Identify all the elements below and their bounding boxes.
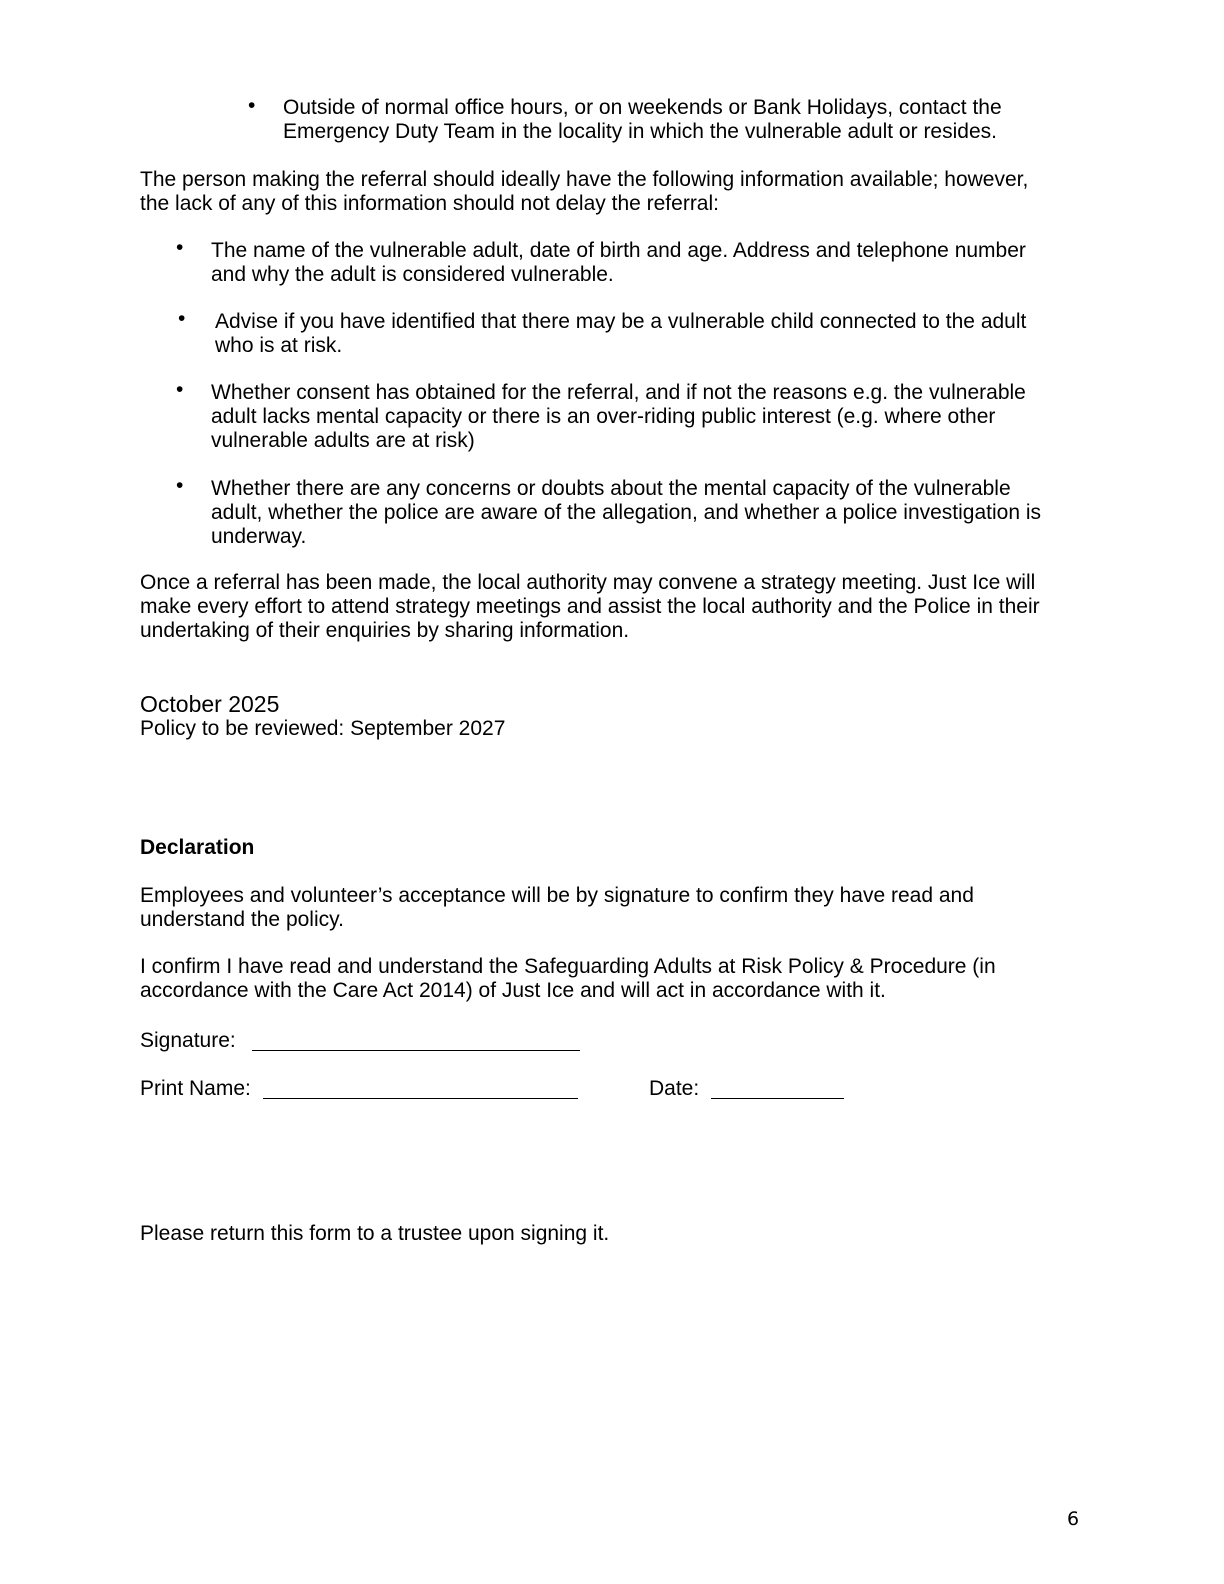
bullet-text-line: and why the adult is considered vulnerable. <box>211 263 614 286</box>
paragraph-line: make every effort to attend strategy meetings and assist the local authority and the Police in their <box>140 595 1040 618</box>
signature-label: Signature: <box>140 1029 236 1052</box>
paragraph-line: Employees and volunteer’s acceptance will be by signature to confirm they have read and <box>140 884 974 907</box>
bullet-marker: • <box>176 236 184 259</box>
paragraph-line: accordance with the Care Act 2014) of Just Ice and will act in accordance with it. <box>140 979 886 1002</box>
signature-row <box>140 1026 580 1053</box>
bullet-text-line: Whether there are any concerns or doubts about the mental capacity of the vulnerable <box>211 477 1011 500</box>
page-number: 6 <box>1067 1508 1080 1530</box>
paragraph-line: the lack of any of this information should not delay the referral: <box>140 192 719 215</box>
bullet-text-line: Emergency Duty Team in the locality in which the vulnerable adult or resides. <box>283 120 997 143</box>
bullet-marker: • <box>176 474 184 497</box>
bullet-marker: • <box>248 94 256 117</box>
policy-review-date: Policy to be reviewed: September 2027 <box>140 717 506 740</box>
bullet-text-line: Outside of normal office hours, or on weekends or Bank Holidays, contact the <box>283 96 1002 119</box>
bullet-text-line: who is at risk. <box>215 334 343 357</box>
bullet-text-line: vulnerable adults are at risk) <box>211 429 475 452</box>
bullet-text-line: The name of the vulnerable adult, date of birth and age. Address and telephone number <box>211 239 1026 262</box>
policy-date: October 2025 <box>140 691 280 717</box>
paragraph-line: understand the policy. <box>140 908 344 931</box>
date-field[interactable] <box>711 1078 844 1099</box>
return-note: Please return this form to a trustee upon signing it. <box>140 1222 610 1245</box>
bullet-text-line: underway. <box>211 525 307 548</box>
signature-field[interactable] <box>252 1030 580 1051</box>
print-name-row <box>140 1074 578 1101</box>
bullet-text-line: adult, whether the police are aware of the allegation, and whether a police investigation is <box>211 501 1042 524</box>
bullet-text-line: Whether consent has obtained for the referral, and if not the reasons e.g. the vulnerable <box>211 381 1026 404</box>
bullet-marker: • <box>178 307 186 330</box>
declaration-acceptance-paragraph <box>140 884 974 932</box>
referral-intro-paragraph <box>140 168 1028 216</box>
paragraph-line: Once a referral has been made, the local authority may convene a strategy meeting. Just Ice will <box>140 571 1036 594</box>
bullet-text-line: Advise if you have identified that there may be a vulnerable child connected to the adult <box>215 310 1027 333</box>
paragraph-line: undertaking of their enquiries by sharing information. <box>140 619 630 642</box>
paragraph-line: The person making the referral should ideally have the following information available; however, <box>140 168 1029 191</box>
declaration-confirm-paragraph <box>140 955 996 1003</box>
print-name-field[interactable] <box>263 1078 578 1099</box>
paragraph-line: I confirm I have read and understand the Safeguarding Adults at Risk Policy & Procedure (in <box>140 955 996 978</box>
print-name-label: Print Name: <box>140 1077 251 1100</box>
date-label: Date: <box>649 1077 700 1100</box>
bullet-text-line: adult lacks mental capacity or there is an over-riding public interest (e.g. where other <box>211 405 996 428</box>
strategy-paragraph <box>140 571 1040 643</box>
bullet-marker: • <box>176 378 184 401</box>
date-row <box>649 1074 844 1101</box>
declaration-heading: Declaration <box>140 836 255 859</box>
